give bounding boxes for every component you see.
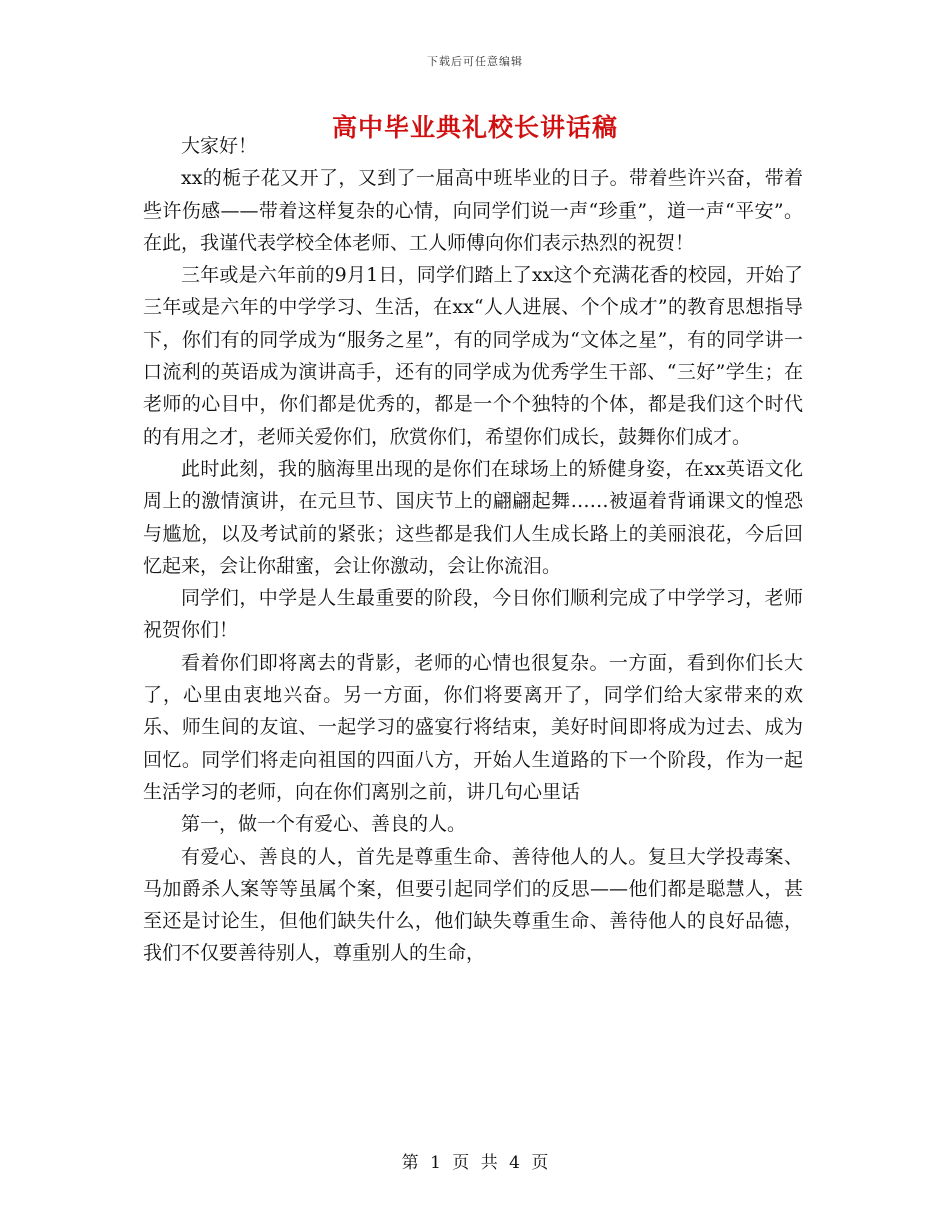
paragraph: xx的栀子花又开了，又到了一届高中班毕业的日子。带着些许兴奋，带着些许伤感——带着这样复杂的心情，向同学们说一声“珍重”，道一声“平安”。在此，我谨代表学校全体老师、工人师傅向你们表示热烈的祝贺！ (143, 167, 803, 254)
paragraph: 看着你们即将离去的背影，老师的心情也很复杂。一方面，看到你们长大了，心里由衷地兴奋。另一方面，你们将要离开了，同学们给大家带来的欢乐、师生间的友谊、一起学习的盛宴行将结束，美好时间即将成为过去、成为回忆。同学们将走向祖国的四面八方，开始人生道路的下一个阶段，作为一起生活学习的老师，向在你们离别之前，讲几句心里话 (143, 651, 803, 803)
document-title: 高中毕业典礼校长讲话稿 (331, 113, 618, 142)
paragraph-heading: 第一，做一个有爱心、善良的人。 (181, 813, 467, 836)
document-body (143, 130, 803, 970)
paragraph: 此时此刻，我的脑海里出现的是你们在球场上的矫健身姿，在xx英语文化周上的激情演讲，在元旦节、国庆节上的翩翩起舞……被逼着背诵课文的惶恐与尴尬，以及考试前的紧张；这些都是我们人生成长路上的美丽浪花，今后回忆起来，会让你甜蜜，会让你激动，会让你流泪。 (143, 457, 803, 577)
header-note: 下载后可任意编辑 (427, 55, 523, 68)
paragraph: 三年或是六年前的9月1日，同学们踏上了xx这个充满花香的校园，开始了三年或是六年的中学学习、生活，在xx“人人进展、个个成才”的教育思想指导下，你们有的同学成为“服务之星”，有的同学成为“文体之星”，有的同学讲一口流利的英语成为演讲高手，还有的同学成为优秀学生干部、“三好”学生；在老师的心目中，你们都是优秀的，都是一个个独特的个体，都是我们这个时代的有用之才，老师关爱你们，欣赏你们，希望你们成长，鼓舞你们成才。 (143, 264, 803, 448)
paragraph: 有爱心、善良的人，首先是尊重生命、善待他人的人。复旦大学投毒案、马加爵杀人案等等虽属个案，但要引起同学们的反思——他们都是聪慧人，甚至还是讨论生，但他们缺失什么，他们缺失尊重生命、善待他人的良好品德，我们不仅要善待别人，尊重别人的生命， (143, 845, 803, 965)
paragraph-greeting: 大家好！ (181, 135, 258, 157)
paragraph: 同学们，中学是人生最重要的阶段，今日你们顺利完成了中学学习，老师祝贺你们！ (143, 587, 803, 642)
page-number-footer: 第 1 页 共 4 页 (401, 1153, 549, 1173)
